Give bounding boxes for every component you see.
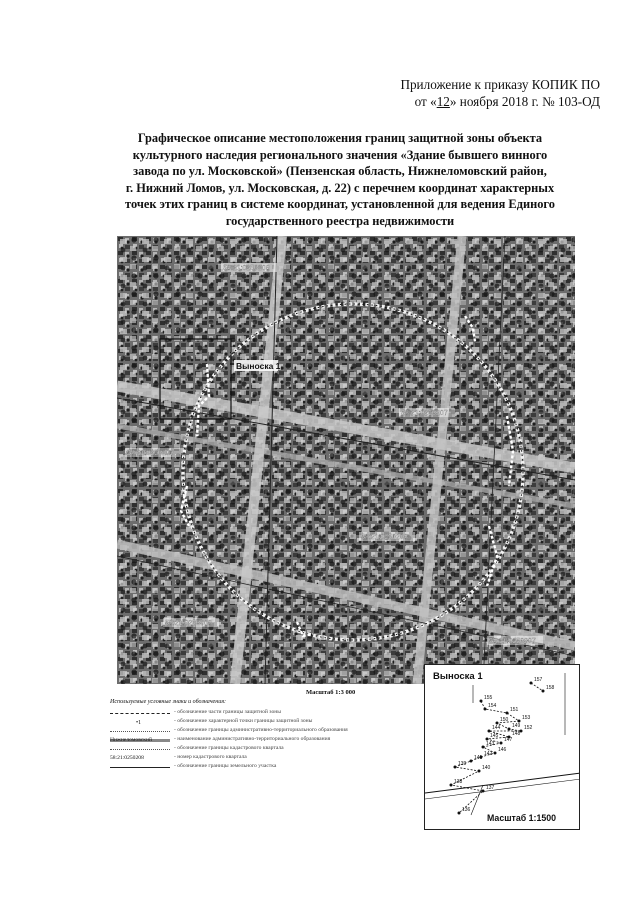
legend-row [110, 744, 284, 753]
title-line: завода по ул. Московской» (Пензенская область, Нижнеломовский район, [133, 164, 547, 178]
legend-row [110, 753, 247, 762]
parcel-boundary-symbol [110, 763, 170, 771]
point-symbol [110, 718, 170, 726]
boundary-point [508, 728, 511, 731]
date-suffix: » ноября 2018 г. № 103-ОД [449, 94, 600, 109]
boundary-point-label: 143 [486, 741, 495, 747]
boundary-point [494, 752, 497, 755]
cadastral-label: 58:21:0250207 [401, 410, 448, 417]
boundary-point [454, 766, 457, 769]
boundary-point-label: 140 [482, 765, 491, 771]
boundary-point-label: 147 [504, 737, 513, 743]
boundary-point-label: 158 [546, 685, 555, 691]
boundary-point-label: 153 [522, 715, 531, 721]
map-scale: Масштаб 1:3 000 [306, 689, 356, 696]
boundary-point [450, 784, 453, 787]
legend-text: - наименование административно-территориального образования [174, 735, 331, 742]
inset-scale: Масштаб 1:1500 [487, 813, 557, 823]
title-line: государственного реестра недвижимости [225, 213, 455, 228]
inset-title: Выноска 1 [433, 671, 483, 682]
boundary-point-label: 146 [498, 747, 507, 753]
boundary-point-label: 145 [490, 733, 499, 739]
boundary-point-label: 157 [534, 677, 543, 683]
boundary-point-label: 149 [512, 723, 521, 729]
title-line: культурного наследия регионального значения «Здание бывшего винного [132, 147, 548, 162]
quarter-number-symbol [110, 754, 170, 762]
legend-text: - обозначение части границы защитной зоны [174, 708, 281, 715]
legend-row [110, 726, 348, 735]
quarter-number-sample: 58:21:0250208 [110, 754, 144, 761]
admin-name-symbol [110, 736, 170, 744]
boundary-point [482, 790, 485, 793]
legend-text: - обозначение границы административно-территориального образования [174, 726, 348, 733]
boundary-point-label: 142 [484, 751, 493, 757]
quarter-boundary-symbol [110, 745, 170, 753]
boundary-point [500, 742, 503, 745]
cadastral-label: 58:21:0250208 [223, 265, 270, 272]
admin-boundary-symbol [110, 727, 170, 735]
callout-inset [424, 664, 580, 830]
legend-row [110, 708, 281, 717]
legend-text: - обозначение границы кадастрового квартала [174, 744, 284, 751]
point-symbol-label: •1 [136, 719, 142, 726]
boundary-point-label: 148 [512, 731, 521, 737]
legend-row [110, 717, 312, 726]
cadastral-label: 58:21:0250308 [165, 620, 212, 627]
cadastral-label: 58:21:0250208 [361, 534, 408, 541]
boundary-point [542, 690, 545, 693]
callout-label: Выноска 1 [236, 361, 281, 371]
cadastral-label: 58:21:0250307 [489, 638, 536, 645]
boundary-point [470, 760, 473, 763]
boundary-point-label: 136 [462, 807, 471, 813]
legend-text: - обозначение границы земельного участка [174, 762, 277, 769]
date-prefix: от « [414, 94, 437, 109]
boundary-point-label: 141 [474, 755, 483, 761]
boundary-point-label: 152 [524, 725, 533, 731]
cadastral-label: 58:21:0250103 [127, 450, 174, 457]
boundary-point-label: 144 [492, 725, 501, 731]
title-line: г. Нижний Ломов, ул. Московская, д. 22) с перечнем координат характерных [125, 180, 555, 195]
boundary-point [530, 682, 533, 685]
legend-row [110, 735, 330, 744]
boundary-point [484, 708, 487, 711]
boundary-point [480, 700, 483, 703]
legend [110, 688, 426, 788]
aerial-map [117, 236, 575, 684]
appendix-line-2 [400, 93, 600, 110]
boundary-point-label: 138 [454, 779, 463, 785]
title-line: точек этих границ в системе координат, установленной для ведения Единого [125, 197, 555, 211]
boundary-point-label: 137 [486, 785, 495, 791]
boundary-point-label: 139 [458, 761, 467, 767]
boundary-point [458, 812, 461, 815]
aerial-map-image [117, 236, 575, 684]
legend-heading: Используемые условные знаки и обозначения: [110, 699, 226, 705]
zone-boundary-symbol [110, 709, 170, 717]
document-title [60, 130, 620, 229]
boundary-point-label: 155 [484, 695, 493, 701]
title-line: Графическое описание местоположения границ защитной зоны объекта [137, 131, 543, 145]
inset-diagram [425, 665, 580, 830]
legend-text: - номер кадастрового квартала [174, 753, 247, 760]
admin-name-sample: Нижнеломовский [110, 736, 152, 743]
boundary-point [506, 712, 509, 715]
boundary-point-label: 150 [500, 717, 509, 723]
boundary-point [478, 770, 481, 773]
appendix-line-1: Приложение к приказу КОПИК ПО [400, 77, 600, 92]
boundary-point [482, 746, 485, 749]
boundary-point-label: 154 [488, 703, 497, 709]
legend-row [110, 762, 276, 771]
appendix-header [400, 76, 600, 110]
boundary-point-label: 151 [510, 707, 519, 713]
legend-text: - обозначение характерной точки границы защитной зоны [174, 717, 313, 724]
date-day: 12 [436, 94, 450, 109]
